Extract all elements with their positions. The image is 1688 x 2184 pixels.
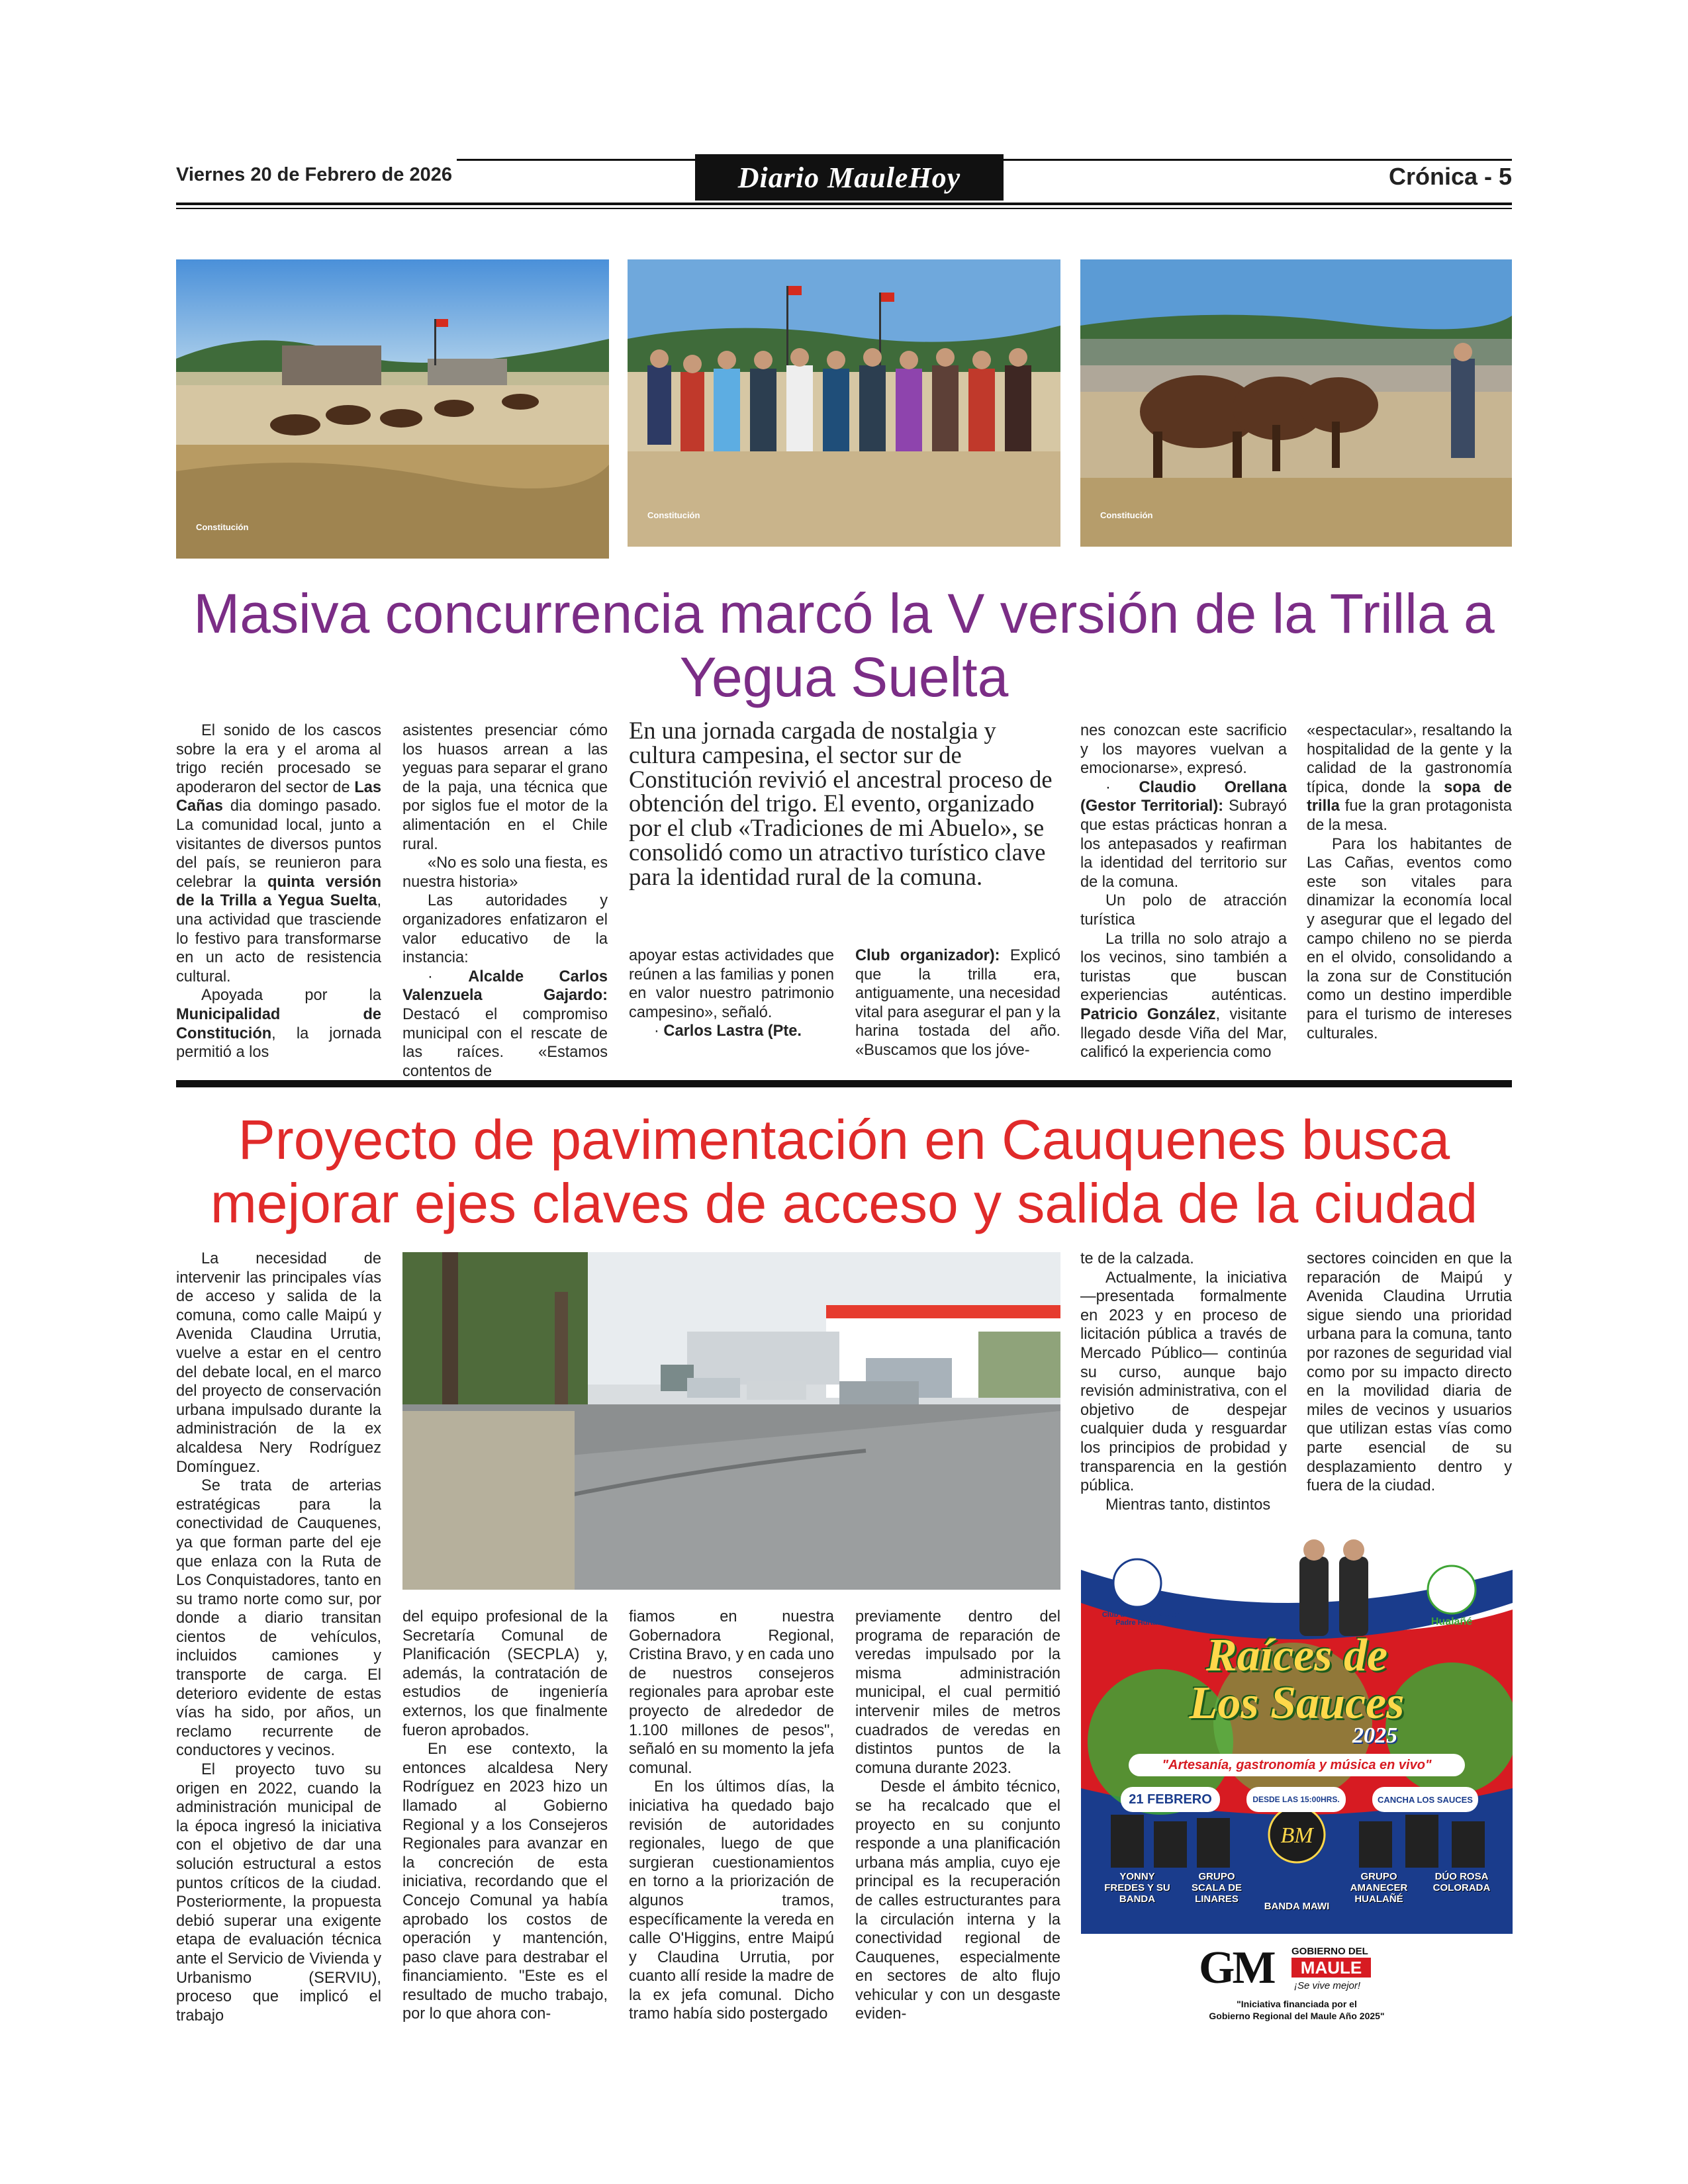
ad-title-line1: Raíces de	[1205, 1630, 1388, 1681]
article1-col3: apoyar estas actividades que reúnen a las familias y ponen en valor nuestro patrimonio campesino», señaló. · Carlos Lastra (Pte.	[629, 947, 834, 1040]
article1-col1: El sonido de los cascos sobre la era y el aroma al trigo recién procesado se apoderaron del sector de Las Cañas dia domingo pasado. La comunidad local, junto a visitantes de diversos puntos del país, se reunieron para celebrar la quinta versión de la Trilla a Yegua Suelta, una actividad que trasciende lo festivo para transformarse en un acto de resistencia cultural. Apoyada por la Municipalidad de Constitución, la jornada permitió a los	[176, 722, 381, 1062]
header-bottom-rule-2	[176, 208, 1512, 209]
gov-name-1: GOBIERNO DEL	[1291, 1946, 1368, 1957]
ad-place: CANCHA LOS SAUCES	[1372, 1787, 1478, 1812]
article2-headline: Proyecto de pavimentación en Cauquenes busca mejorar ejes claves de acceso y salida de la ciudad	[210, 1109, 1478, 1234]
ad-year: 2025	[1352, 1723, 1397, 1748]
article2-col3: fiamos en nuestra Gobernadora Regional, Cristina Bravo, y en cada uno de nuestros consejeros regionales para aprobar este proyecto de alrededor de 1.100 millones de pesos", señaló en su momento la jefa comunal. En los últimos días, la iniciativa ha quedado bajo revisión de autoridades regionales, luego de que surgieran cuestionamientos en torno a la priorización de algunos tramos, específicamente la vereda en calle O'Higgins, entre Maipú y Claudina Urrutia, por cuanto allí reside la madre de la ex jefa comunal. Dicho tramo había sido postergado	[629, 1608, 834, 2023]
article1-headline: Masiva concurrencia marcó la V versión de la Trilla a Yegua Suelta	[193, 582, 1495, 708]
article1-lead: En una jornada cargada de nostalgia y cultura campesina, el sector sur de Constitución revivió el ancestral proceso de obtención del trigo. El evento, organizado por el club «Tradiciones de mi Abuelo», se consolidó como un atractivo turístico clave para la identidad rural de la comuna.	[629, 717, 1053, 890]
photo-horses-threshing	[176, 259, 609, 559]
header-date: Viernes 20 de Febrero de 2026	[176, 164, 452, 185]
article1-col4: Club organizador): Explicó que la trilla era, antiguamente, una necesidad vital para asegurar el pan y la harina tostada del año. «Buscamos que los jóve-	[855, 947, 1060, 1059]
article2-col4: previamente dentro del programa de reparación de veredas impulsado por la misma administración municipal, el cual permitió intervenir miles de metros cuadrados de veredas en distintos puntos de la comuna durante 2023. Desde el ámbito técnico, se ha recalcado que el proyecto en su conjunto responde a una planificación urbana más amplia, cuyo eje principal es la recuperación de calles estructurantes para la circulación interna y la conectividad regional de Cauquenes, especialmente en sectores de alto flujo vehicular y con un desgaste eviden-	[855, 1608, 1060, 2023]
ad-sponsor-footer	[1081, 1934, 1513, 2028]
svg-text:BM: BM	[1280, 1823, 1313, 1848]
event-advertisement	[1081, 1530, 1513, 2028]
ad-poster	[1081, 1530, 1513, 1934]
article2-col2: del equipo profesional de la Secretaría Comunal de Planificación (SECPLA) y, además, la contratación de estudios de ingeniería externos, los que finalmente fueron aprobados. En ese contexto, la entonces alcaldesa Nery Rodríguez en 2023 hizo un llamado al Gobierno Regional y a los Consejeros Regionales para avanzar en la concreción de esta iniciativa, recordando que el Concejo Comunal ya había aprobado los costos de operación y mantención, paso clave para destrabar el financiamiento. "Este es el resultado de mucho trabajo, por lo que ahora con-	[402, 1608, 608, 2023]
article1-col5: nes conozcan este sacrificio y los mayores vuelvan a emocionarse», expresó. · Claudio Orellana (Gestor Territorial): Subrayó que estas prácticas honran a los antepasados y reafirman la identidad del territorio sur de la comuna. Un polo de atracción turística La trilla no solo atrajo a los vecinos, sino también a turistas que buscan experiencias auténticas. Patricio González, visitante llegado desde Viña del Mar, calificó la experiencia como	[1080, 722, 1287, 1062]
article1-col6: «espectacular», resaltando la hospitalidad de la gente y la calidad de la gastronomía típica, donde la sopa de trilla fue la gran protagonista de la mesa. Para los habitantes de Las Cañas, eventos como este son vitales para dinamizar la economía local y asegurar que el legado del campo chileno no se pierda en el olvido, consolidando a la zona sur de Constitución como un destino imperdible para el turismo de intereses culturales.	[1307, 722, 1512, 1042]
photo-cauquenes-street	[402, 1252, 1060, 1590]
ad-band-1: YONNY FREDES Y SU BANDA	[1104, 1871, 1170, 1905]
ad-municipality: Hualañé	[1430, 1616, 1473, 1627]
ad-club-name: Club del Adulto Mayor Padre Hurtado	[1102, 1611, 1180, 1627]
article2-col5: te de la calzada. Actualmente, la iniciativa —presentada formalmente en 2023 y en proceso de licitación pública a través de Mercado Público— continúa su curso, aunque bajo revisión administrativa, con el objetivo de despejar cualquier duda y resguardar los principios de probidad y transparencia en la gestión pública. Mientras tanto, distintos	[1080, 1250, 1287, 1514]
ad-band-5: DÚO ROSA COLORADA	[1432, 1871, 1491, 1893]
photo-watermark: Constitución	[1100, 510, 1153, 520]
photo-authorities-group	[628, 259, 1060, 547]
section-label: Crónica - 5	[1388, 163, 1512, 190]
ad-time: DESDE LAS 15:00HRS.	[1246, 1787, 1346, 1812]
ad-title-line2: Los Sauces	[1189, 1678, 1405, 1729]
article1-col2: asistentes presenciar cómo los huasos arrean a las yeguas para separar el grano de la paja, una técnica que por siglos fue el motor de la alimentación en el Chile rural. «No es solo una fiesta, es nuestra historia» Las autoridades y organizadores enfatizaron el valor educativo de la instancia: · Alcalde Carlos Valenzuela Gajardo: Destacó el compromiso municipal con el rescate de las raíces. «Estamos contentos de	[402, 722, 608, 1080]
ad-date: 21 FEBRERO	[1121, 1787, 1220, 1812]
ad-tagline: "Artesanía, gastronomía y música en vivo"	[1129, 1754, 1465, 1776]
header-bottom-rule	[176, 203, 1512, 205]
gov-logo: GM	[1199, 1942, 1274, 1993]
section-divider	[176, 1080, 1512, 1087]
ad-band-4: GRUPO AMANECER HUALAÑÉ	[1350, 1871, 1408, 1905]
gov-name-2: MAULE	[1291, 1958, 1371, 1978]
gov-slogan: ¡Se vive mejor!	[1294, 1980, 1361, 1991]
ad-band-3: BANDA MAWI	[1264, 1901, 1330, 1912]
ad-band-2: GRUPO SCALA DE LINARES	[1191, 1871, 1243, 1905]
article2-col6: sectores coinciden en que la reparación de Maipú y Avenida Claudina Urrutia sigue siendo una prioridad urbana para la comuna, tanto por razones de seguridad vial como por su impacto directo en la movilidad diaria de miles de vecinos y usuarios que utilizan estas vías como parte esencial de su desplazamiento dentro y fuera de la ciudad.	[1307, 1250, 1512, 1495]
photo-watermark: Constitución	[647, 510, 700, 520]
ad-footer-line1: "Iniciativa financiada por el	[1237, 1999, 1357, 2009]
photo-horses-running	[1080, 259, 1512, 547]
article2-col1: La necesidad de intervenir las principales vías de acceso y salida de la comuna, como calle Maipú y Avenida Claudina Urrutia, vuelve a estar en el centro del debate local, en el marco del proyecto de conservación urbana impulsado durante la administración de la ex alcaldesa Nery Rodríguez Domínguez. Se trata de arterias estratégicas para la conectividad de Cauquenes, ya que forman parte del eje que enlaza con la Ruta de Los Conquistadores, tanto en su tramo norte como sur, por donde a diario transitan cientos de vehículos, incluidos camiones y transporte de carga. El deterioro evidente de estas vías ha sido, por años, un reclamo recurrente de conductores y vecinos. El proyecto tuvo su origen en 2022, cuando la administración municipal de la época ingresó la iniciativa con el objetivo de dar una solución estructural a estos puntos críticos de la ciudad. Posteriormente, la propuesta debió superar una exigente etapa de evaluación técnica ante el Servicio de Vivienda y Urbanismo (SERVIU), proceso que implicó el trabajo	[176, 1250, 381, 2025]
ad-footer-line2: Gobierno Regional del Maule Año 2025"	[1209, 2011, 1385, 2021]
masthead-logo: Diario MauleHoy	[695, 154, 1004, 201]
photo-watermark: Constitución	[196, 522, 249, 532]
